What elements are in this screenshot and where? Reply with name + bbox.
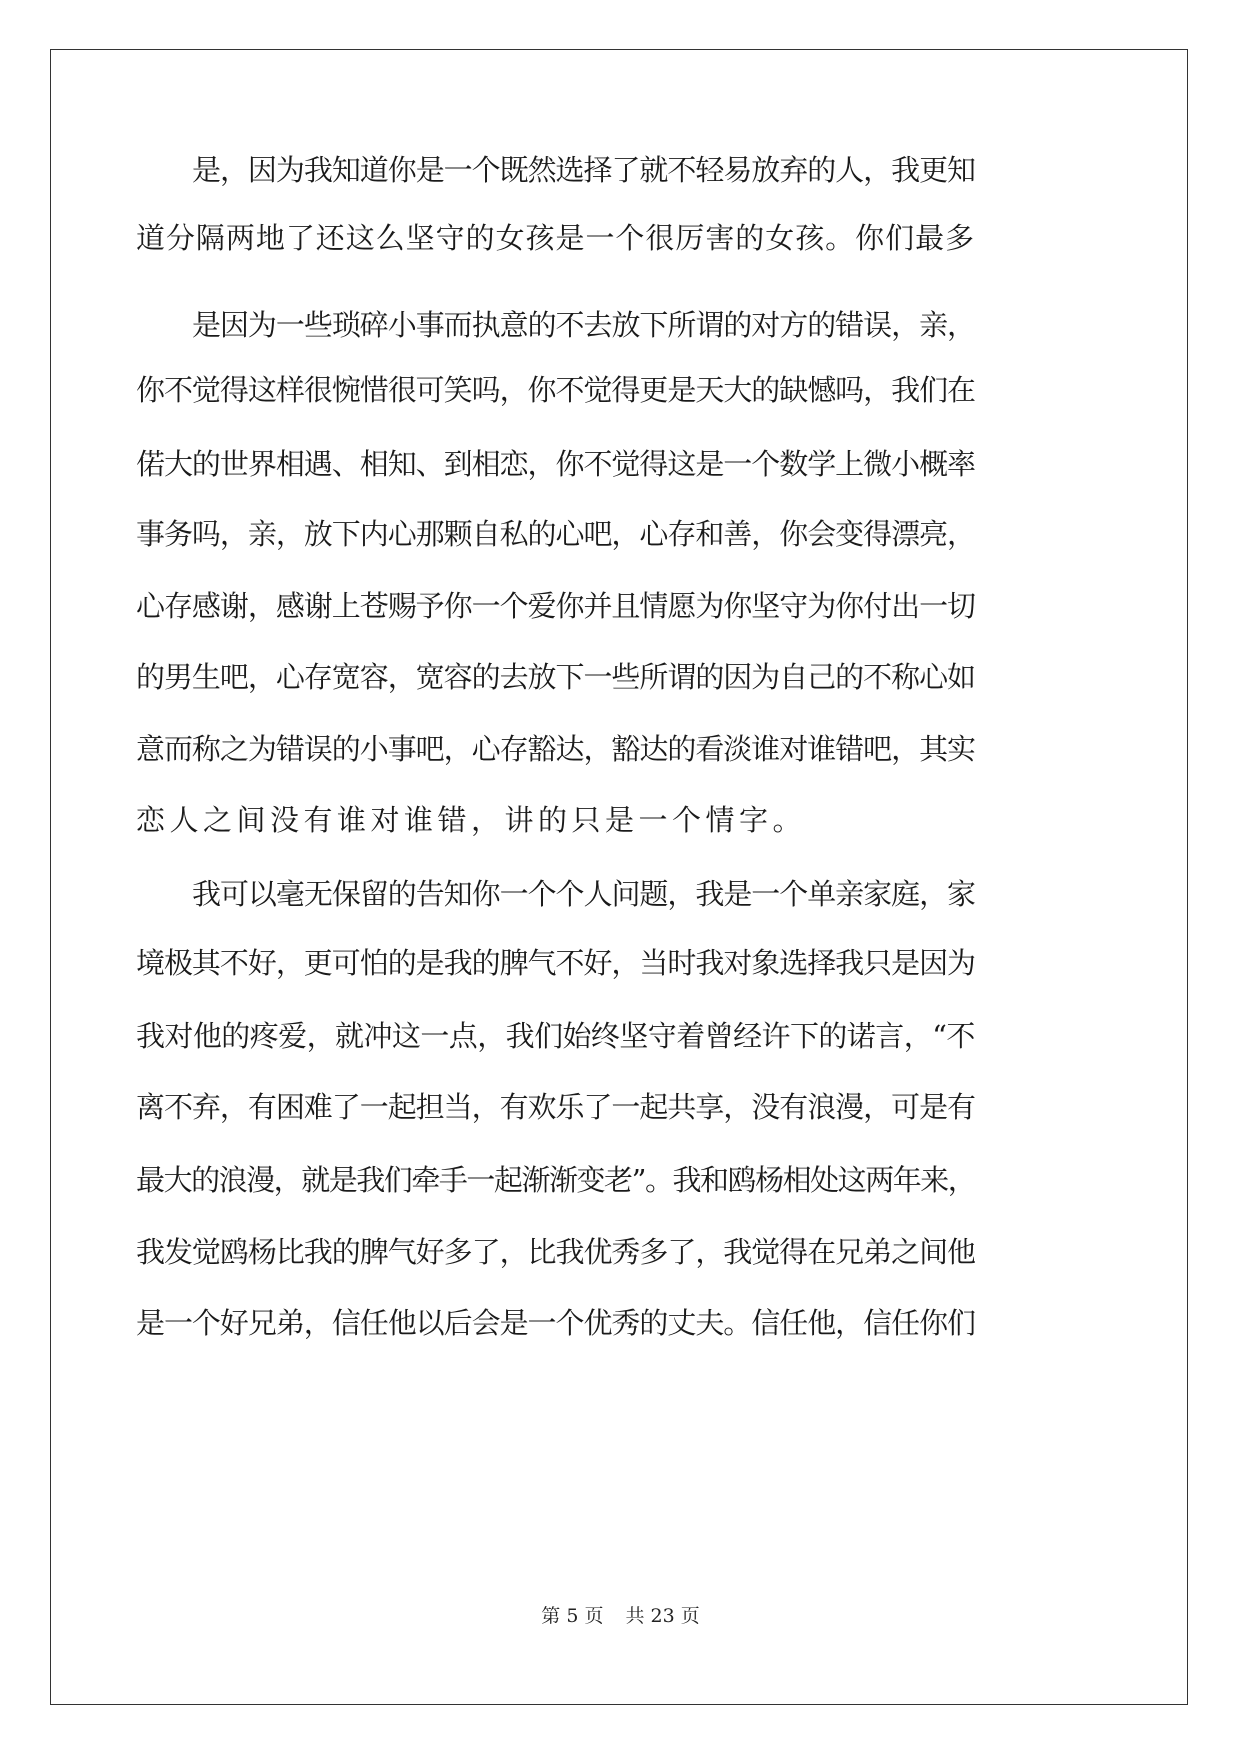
text-line: 是因为一些琐碎小事而执意的不去放下所谓的对方的错误，亲， [192,308,976,342]
text-line: 偌大的世界相遇、相知、到相恋，你不觉得这是一个数学上微小概率 [136,447,976,481]
text-line: 我对他的疼爱，就冲这一点，我们始终坚守着曾经许下的诺言，“不 [136,1019,975,1053]
text-line: 意而称之为错误的小事吧，心存豁达，豁达的看淡谁对谁错吧，其实 [136,732,976,766]
text-line: 离不弃，有困难了一起担当，有欢乐了一起共享，没有浪漫，可是有 [136,1090,976,1124]
text-line: 心存感谢，感谢上苍赐予你一个爱你并且情愿为你坚守为你付出一切 [136,589,976,623]
text-line: 恋人之间没有谁对谁错，讲的只是一个情字。 [136,803,807,837]
text-line: 是，因为我知道你是一个既然选择了就不轻易放弃的人，我更知 [192,153,976,187]
text-line: 我发觉鸥杨比我的脾气好多了，比我优秀多了，我觉得在兄弟之间他 [136,1235,976,1269]
text-line: 事务吗，亲，放下内心那颗自私的心吧，心存和善，你会变得漂亮， [136,517,976,551]
text-line: 的男生吧，心存宽容，宽容的去放下一些所谓的因为自己的不称心如 [136,660,976,694]
text-line: 是一个好兄弟，信任他以后会是一个优秀的丈夫。信任他，信任你们 [136,1306,976,1340]
text-line: 我可以毫无保留的告知你一个个人问题，我是一个单亲家庭，家 [192,877,976,911]
text-line: 境极其不好，更可怕的是我的脾气不好，当时我对象选择我只是因为 [136,946,976,980]
page-number: 第 5 页 [541,1605,604,1627]
page-footer [0,1604,1241,1628]
page-total: 共 23 页 [625,1605,700,1627]
text-line: 你不觉得这样很惋惜很可笑吗，你不觉得更是天大的缺憾吗，我们在 [136,373,976,407]
text-line: 道分隔两地了还这么坚守的女孩是一个很厉害的女孩。你们最多 [136,221,976,255]
text-line: 最大的浪漫，就是我们牵手一起渐渐变老”。我和鸥杨相处这两年来， [136,1163,976,1197]
